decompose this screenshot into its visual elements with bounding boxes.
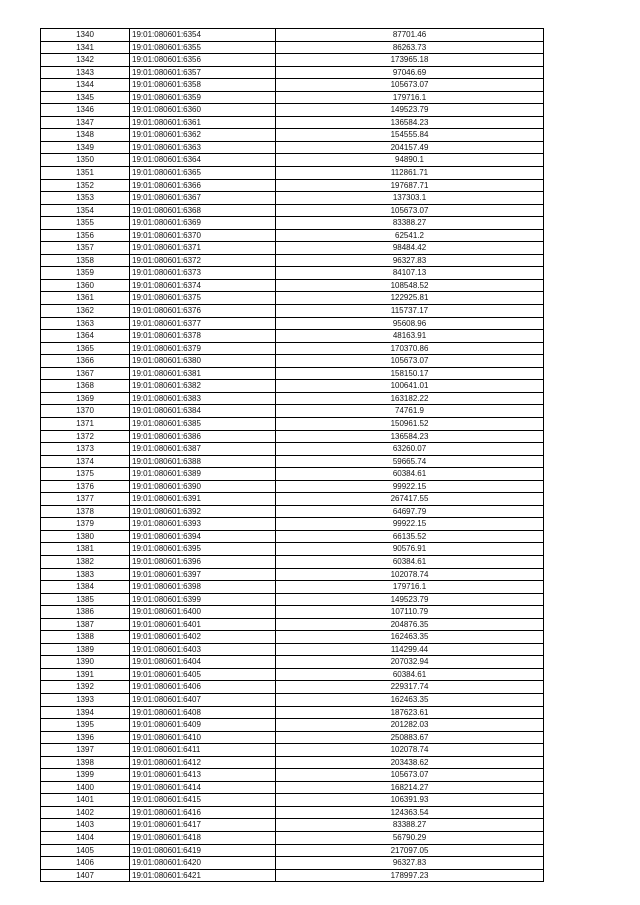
table-row	[41, 869, 544, 882]
cadastral-number-cell: 19:01:080601:6382	[130, 380, 276, 393]
row-number-cell: 1375	[41, 468, 130, 481]
row-number-cell: 1397	[41, 744, 130, 757]
row-number-cell: 1344	[41, 79, 130, 92]
cadastral-number-cell: 19:01:080601:6379	[130, 342, 276, 355]
row-number-cell: 1381	[41, 543, 130, 556]
value-cell: 64697.79	[276, 505, 544, 518]
row-number-cell: 1363	[41, 317, 130, 330]
table-row	[41, 54, 544, 67]
table-row	[41, 756, 544, 769]
value-cell: 114299.44	[276, 643, 544, 656]
value-cell: 97046.69	[276, 66, 544, 79]
table-row	[41, 443, 544, 456]
row-number-cell: 1374	[41, 455, 130, 468]
table-row	[41, 305, 544, 318]
cadastral-number-cell: 19:01:080601:6396	[130, 555, 276, 568]
row-number-cell: 1368	[41, 380, 130, 393]
row-number-cell: 1361	[41, 292, 130, 305]
cadastral-number-cell: 19:01:080601:6376	[130, 305, 276, 318]
cadastral-number-cell: 19:01:080601:6384	[130, 405, 276, 418]
table-row	[41, 279, 544, 292]
table-row	[41, 719, 544, 732]
value-cell: 96327.83	[276, 857, 544, 870]
value-cell: 99922.15	[276, 518, 544, 531]
row-number-cell: 1376	[41, 480, 130, 493]
value-cell: 179716.1	[276, 91, 544, 104]
value-cell: 105673.07	[276, 79, 544, 92]
cadastral-number-cell: 19:01:080601:6365	[130, 167, 276, 180]
row-number-cell: 1345	[41, 91, 130, 104]
table-row	[41, 179, 544, 192]
cadastral-number-cell: 19:01:080601:6375	[130, 292, 276, 305]
value-cell: 60384.61	[276, 468, 544, 481]
value-cell: 90576.91	[276, 543, 544, 556]
value-cell: 204876.35	[276, 618, 544, 631]
table-row	[41, 330, 544, 343]
value-cell: 83388.27	[276, 819, 544, 832]
value-cell: 62541.2	[276, 229, 544, 242]
value-cell: 94890.1	[276, 154, 544, 167]
table-row	[41, 618, 544, 631]
row-number-cell: 1389	[41, 643, 130, 656]
row-number-cell: 1388	[41, 631, 130, 644]
value-cell: 84107.13	[276, 267, 544, 280]
cadastral-number-cell: 19:01:080601:6403	[130, 643, 276, 656]
row-number-cell: 1343	[41, 66, 130, 79]
row-number-cell: 1377	[41, 493, 130, 506]
table-row	[41, 104, 544, 117]
row-number-cell: 1353	[41, 192, 130, 205]
row-number-cell: 1357	[41, 242, 130, 255]
cadastral-number-cell: 19:01:080601:6390	[130, 480, 276, 493]
row-number-cell: 1346	[41, 104, 130, 117]
value-cell: 207032.94	[276, 656, 544, 669]
cadastral-number-cell: 19:01:080601:6419	[130, 844, 276, 857]
cadastral-number-cell: 19:01:080601:6397	[130, 568, 276, 581]
cadastral-number-cell: 19:01:080601:6358	[130, 79, 276, 92]
cadastral-number-cell: 19:01:080601:6411	[130, 744, 276, 757]
table-row	[41, 392, 544, 405]
cadastral-number-cell: 19:01:080601:6364	[130, 154, 276, 167]
cadastral-number-cell: 19:01:080601:6406	[130, 681, 276, 694]
table-row	[41, 129, 544, 142]
value-cell: 158150.17	[276, 367, 544, 380]
table-row	[41, 292, 544, 305]
cadastral-number-cell: 19:01:080601:6380	[130, 355, 276, 368]
row-number-cell: 1342	[41, 54, 130, 67]
value-cell: 63260.07	[276, 443, 544, 456]
row-number-cell: 1398	[41, 756, 130, 769]
cadastral-number-cell: 19:01:080601:6383	[130, 392, 276, 405]
cadastral-number-cell: 19:01:080601:6400	[130, 606, 276, 619]
row-number-cell: 1351	[41, 167, 130, 180]
value-cell: 105673.07	[276, 204, 544, 217]
value-cell: 137303.1	[276, 192, 544, 205]
cadastral-number-cell: 19:01:080601:6420	[130, 857, 276, 870]
cadastral-number-cell: 19:01:080601:6362	[130, 129, 276, 142]
table-row	[41, 806, 544, 819]
value-cell: 95608.96	[276, 317, 544, 330]
table-row	[41, 342, 544, 355]
row-number-cell: 1358	[41, 254, 130, 267]
cadastral-number-cell: 19:01:080601:6357	[130, 66, 276, 79]
table-row	[41, 543, 544, 556]
row-number-cell: 1356	[41, 229, 130, 242]
row-number-cell: 1372	[41, 430, 130, 443]
cadastral-number-cell: 19:01:080601:6401	[130, 618, 276, 631]
cadastral-number-cell: 19:01:080601:6407	[130, 693, 276, 706]
value-cell: 173965.18	[276, 54, 544, 67]
value-cell: 100641.01	[276, 380, 544, 393]
table-row	[41, 254, 544, 267]
value-cell: 66135.52	[276, 530, 544, 543]
table-row	[41, 631, 544, 644]
value-cell: 229317.74	[276, 681, 544, 694]
table-row	[41, 819, 544, 832]
cadastral-number-cell: 19:01:080601:6405	[130, 668, 276, 681]
table-row	[41, 643, 544, 656]
value-cell: 86263.73	[276, 41, 544, 54]
row-number-cell: 1369	[41, 392, 130, 405]
row-number-cell: 1395	[41, 719, 130, 732]
value-cell: 204157.49	[276, 141, 544, 154]
value-cell: 203438.62	[276, 756, 544, 769]
value-cell: 149523.79	[276, 593, 544, 606]
table-row	[41, 731, 544, 744]
table-row	[41, 493, 544, 506]
cadastral-number-cell: 19:01:080601:6404	[130, 656, 276, 669]
cadastral-number-cell: 19:01:080601:6395	[130, 543, 276, 556]
cadastral-number-cell: 19:01:080601:6370	[130, 229, 276, 242]
row-number-cell: 1365	[41, 342, 130, 355]
table-row	[41, 91, 544, 104]
value-cell: 112861.71	[276, 167, 544, 180]
row-number-cell: 1350	[41, 154, 130, 167]
value-cell: 102078.74	[276, 568, 544, 581]
row-number-cell: 1371	[41, 417, 130, 430]
value-cell: 115737.17	[276, 305, 544, 318]
value-cell: 150961.52	[276, 417, 544, 430]
value-cell: 124363.54	[276, 806, 544, 819]
row-number-cell: 1386	[41, 606, 130, 619]
row-number-cell: 1393	[41, 693, 130, 706]
table-row	[41, 794, 544, 807]
value-cell: 105673.07	[276, 769, 544, 782]
table-row	[41, 355, 544, 368]
cadastral-number-cell: 19:01:080601:6355	[130, 41, 276, 54]
value-cell: 59665.74	[276, 455, 544, 468]
cadastral-number-cell: 19:01:080601:6413	[130, 769, 276, 782]
table-row	[41, 116, 544, 129]
value-cell: 107110.79	[276, 606, 544, 619]
row-number-cell: 1401	[41, 794, 130, 807]
table-row	[41, 192, 544, 205]
row-number-cell: 1367	[41, 367, 130, 380]
row-number-cell: 1373	[41, 443, 130, 456]
table-row	[41, 79, 544, 92]
value-cell: 105673.07	[276, 355, 544, 368]
value-cell: 178997.23	[276, 869, 544, 882]
value-cell: 168214.27	[276, 781, 544, 794]
table-row	[41, 417, 544, 430]
table-row	[41, 555, 544, 568]
table-row	[41, 781, 544, 794]
cadastral-number-cell: 19:01:080601:6372	[130, 254, 276, 267]
value-cell: 187623.61	[276, 706, 544, 719]
table-row	[41, 857, 544, 870]
row-number-cell: 1360	[41, 279, 130, 292]
row-number-cell: 1383	[41, 568, 130, 581]
value-cell: 217097.05	[276, 844, 544, 857]
cadastral-number-cell: 19:01:080601:6414	[130, 781, 276, 794]
table-row	[41, 217, 544, 230]
row-number-cell: 1407	[41, 869, 130, 882]
cadastral-number-cell: 19:01:080601:6412	[130, 756, 276, 769]
value-cell: 48163.91	[276, 330, 544, 343]
row-number-cell: 1406	[41, 857, 130, 870]
table-row	[41, 29, 544, 42]
table-row	[41, 141, 544, 154]
table-row	[41, 405, 544, 418]
table-row	[41, 744, 544, 757]
cadastral-number-cell: 19:01:080601:6386	[130, 430, 276, 443]
row-number-cell: 1348	[41, 129, 130, 142]
table-row	[41, 154, 544, 167]
table-row	[41, 769, 544, 782]
row-number-cell: 1394	[41, 706, 130, 719]
row-number-cell: 1399	[41, 769, 130, 782]
cadastral-number-cell: 19:01:080601:6361	[130, 116, 276, 129]
cadastral-number-cell: 19:01:080601:6417	[130, 819, 276, 832]
value-cell: 60384.61	[276, 555, 544, 568]
value-cell: 197687.71	[276, 179, 544, 192]
table-row	[41, 844, 544, 857]
value-cell: 149523.79	[276, 104, 544, 117]
table-row	[41, 41, 544, 54]
row-number-cell: 1352	[41, 179, 130, 192]
row-number-cell: 1364	[41, 330, 130, 343]
value-cell: 98484.42	[276, 242, 544, 255]
table-row	[41, 568, 544, 581]
table-row	[41, 693, 544, 706]
cadastral-number-cell: 19:01:080601:6387	[130, 443, 276, 456]
value-cell: 122925.81	[276, 292, 544, 305]
row-number-cell: 1400	[41, 781, 130, 794]
cadastral-number-cell: 19:01:080601:6394	[130, 530, 276, 543]
cadastral-number-cell: 19:01:080601:6371	[130, 242, 276, 255]
row-number-cell: 1405	[41, 844, 130, 857]
cadastral-number-cell: 19:01:080601:6399	[130, 593, 276, 606]
row-number-cell: 1340	[41, 29, 130, 42]
value-cell: 162463.35	[276, 693, 544, 706]
value-cell: 102078.74	[276, 744, 544, 757]
cadastral-number-cell: 19:01:080601:6359	[130, 91, 276, 104]
row-number-cell: 1362	[41, 305, 130, 318]
row-number-cell: 1370	[41, 405, 130, 418]
cadastral-number-cell: 19:01:080601:6388	[130, 455, 276, 468]
table-row	[41, 167, 544, 180]
cadastral-number-cell: 19:01:080601:6360	[130, 104, 276, 117]
value-cell: 96327.83	[276, 254, 544, 267]
table-row	[41, 593, 544, 606]
table-row	[41, 518, 544, 531]
value-cell: 99922.15	[276, 480, 544, 493]
row-number-cell: 1391	[41, 668, 130, 681]
table-row	[41, 832, 544, 845]
value-cell: 154555.84	[276, 129, 544, 142]
row-number-cell: 1366	[41, 355, 130, 368]
value-cell: 108548.52	[276, 279, 544, 292]
table-body	[41, 29, 544, 882]
row-number-cell: 1359	[41, 267, 130, 280]
cadastral-number-cell: 19:01:080601:6402	[130, 631, 276, 644]
value-cell: 106391.93	[276, 794, 544, 807]
cadastral-number-cell: 19:01:080601:6368	[130, 204, 276, 217]
table-row	[41, 430, 544, 443]
cadastral-number-cell: 19:01:080601:6398	[130, 581, 276, 594]
cadastral-number-cell: 19:01:080601:6389	[130, 468, 276, 481]
cadastral-number-cell: 19:01:080601:6409	[130, 719, 276, 732]
cadastral-number-cell: 19:01:080601:6374	[130, 279, 276, 292]
cadastral-number-cell: 19:01:080601:6391	[130, 493, 276, 506]
cadastral-number-cell: 19:01:080601:6392	[130, 505, 276, 518]
value-cell: 250883.67	[276, 731, 544, 744]
row-number-cell: 1404	[41, 832, 130, 845]
table-row	[41, 468, 544, 481]
cadastral-number-cell: 19:01:080601:6418	[130, 832, 276, 845]
cadastral-number-cell: 19:01:080601:6363	[130, 141, 276, 154]
table-row	[41, 380, 544, 393]
table-row	[41, 229, 544, 242]
table-row	[41, 681, 544, 694]
cadastral-number-cell: 19:01:080601:6421	[130, 869, 276, 882]
table-row	[41, 455, 544, 468]
value-cell: 136584.23	[276, 116, 544, 129]
cadastral-number-cell: 19:01:080601:6354	[130, 29, 276, 42]
cadastral-number-cell: 19:01:080601:6373	[130, 267, 276, 280]
row-number-cell: 1382	[41, 555, 130, 568]
value-cell: 87701.46	[276, 29, 544, 42]
row-number-cell: 1385	[41, 593, 130, 606]
table-row	[41, 66, 544, 79]
cadastral-number-cell: 19:01:080601:6393	[130, 518, 276, 531]
value-cell: 163182.22	[276, 392, 544, 405]
row-number-cell: 1341	[41, 41, 130, 54]
table-row	[41, 530, 544, 543]
table-row	[41, 267, 544, 280]
row-number-cell: 1379	[41, 518, 130, 531]
table-row	[41, 480, 544, 493]
table-row	[41, 668, 544, 681]
row-number-cell: 1378	[41, 505, 130, 518]
table-row	[41, 581, 544, 594]
row-number-cell: 1390	[41, 656, 130, 669]
table-row	[41, 606, 544, 619]
table-row	[41, 706, 544, 719]
value-cell: 60384.61	[276, 668, 544, 681]
value-cell: 162463.35	[276, 631, 544, 644]
row-number-cell: 1349	[41, 141, 130, 154]
table-row	[41, 367, 544, 380]
row-number-cell: 1402	[41, 806, 130, 819]
row-number-cell: 1387	[41, 618, 130, 631]
cadastral-number-cell: 19:01:080601:6366	[130, 179, 276, 192]
cadastral-number-cell: 19:01:080601:6367	[130, 192, 276, 205]
cadastral-number-cell: 19:01:080601:6356	[130, 54, 276, 67]
table-row	[41, 317, 544, 330]
table-row	[41, 204, 544, 217]
row-number-cell: 1392	[41, 681, 130, 694]
cadastral-number-cell: 19:01:080601:6385	[130, 417, 276, 430]
row-number-cell: 1396	[41, 731, 130, 744]
table-row	[41, 656, 544, 669]
cadastral-number-cell: 19:01:080601:6377	[130, 317, 276, 330]
cadastral-number-cell: 19:01:080601:6369	[130, 217, 276, 230]
value-cell: 170370.86	[276, 342, 544, 355]
cadastral-number-cell: 19:01:080601:6410	[130, 731, 276, 744]
cadastral-number-cell: 19:01:080601:6381	[130, 367, 276, 380]
row-number-cell: 1355	[41, 217, 130, 230]
table-row	[41, 242, 544, 255]
value-cell: 179716.1	[276, 581, 544, 594]
value-cell: 201282.03	[276, 719, 544, 732]
row-number-cell: 1354	[41, 204, 130, 217]
value-cell: 74761.9	[276, 405, 544, 418]
table-row	[41, 505, 544, 518]
cadastral-number-cell: 19:01:080601:6416	[130, 806, 276, 819]
cadastral-values-table	[40, 28, 544, 882]
value-cell: 83388.27	[276, 217, 544, 230]
value-cell: 267417.55	[276, 493, 544, 506]
row-number-cell: 1403	[41, 819, 130, 832]
cadastral-number-cell: 19:01:080601:6415	[130, 794, 276, 807]
cadastral-number-cell: 19:01:080601:6378	[130, 330, 276, 343]
row-number-cell: 1384	[41, 581, 130, 594]
value-cell: 136584.23	[276, 430, 544, 443]
value-cell: 56790.29	[276, 832, 544, 845]
cadastral-number-cell: 19:01:080601:6408	[130, 706, 276, 719]
row-number-cell: 1380	[41, 530, 130, 543]
row-number-cell: 1347	[41, 116, 130, 129]
